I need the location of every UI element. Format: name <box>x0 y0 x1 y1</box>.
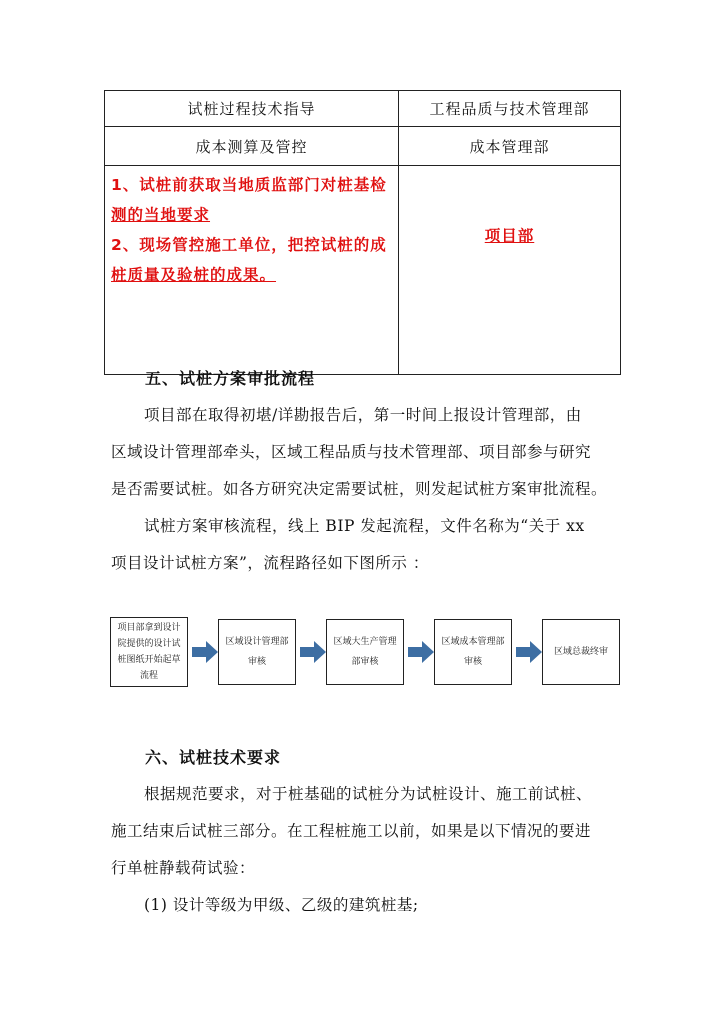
section-5-paragraph-1 <box>111 397 616 508</box>
flow-step-3: 区域大生产管理部审核 <box>326 619 404 685</box>
table-cell-dept: 成本管理部 <box>399 127 621 166</box>
flow-step-1: 项目部拿到设计院提供的设计试桩图纸开始起草流程 <box>110 617 188 687</box>
para-line: 根据规范要求，对于桩基础的试桩分为试桩设计、施工前试桩、 <box>144 785 593 803</box>
table-cell-task: 成本测算及管控 <box>105 127 399 166</box>
arrow-right-icon <box>408 641 434 663</box>
section-5-heading: 五、试桩方案审批流程 <box>145 369 316 388</box>
arrow-right-icon <box>192 641 218 663</box>
para-line: 项目设计试桩方案”，流程路径如下图所示 ： <box>111 554 429 572</box>
flow-step-4: 区域成本管理部审核 <box>434 619 512 685</box>
para-line: (1) 设计等级为甲级、乙级的建筑桩基; <box>144 896 419 914</box>
flow-step-5: 区域总裁终审 <box>542 619 620 685</box>
red-item-1-line1: 1、试桩前获取当地质监部门对桩基检 <box>111 176 387 194</box>
section-6-item-1 <box>111 887 616 924</box>
section-6-paragraph-1 <box>111 776 616 887</box>
section-5-paragraph-2 <box>111 508 616 582</box>
para-line: 项目部在取得初堪/详勘报告后，第一时间上报设计管理部，由 <box>144 406 582 424</box>
table-cell-task: 试桩过程技术指导 <box>105 91 399 127</box>
flow-step-2: 区域设计管理部审核 <box>218 619 296 685</box>
red-item-1-line2: 测的当地要求 <box>111 206 211 224</box>
para-line: 是否需要试桩。如各方研究决定需要试桩，则发起试桩方案审批流程。 <box>111 480 608 498</box>
para-line: 行单桩静载荷试验： <box>111 859 256 877</box>
table-cell-red-tasks <box>105 166 399 375</box>
table-row <box>105 127 621 166</box>
section-6-heading: 六、试桩技术要求 <box>145 748 282 767</box>
red-item-2-line2: 桩质量及验桩的成果。 <box>111 266 277 284</box>
para-line: 施工结束后试桩三部分。在工程桩施工以前，如果是以下情况的要进 <box>111 822 592 840</box>
arrow-right-icon <box>300 641 326 663</box>
responsibility-table <box>104 90 621 375</box>
para-line: 试桩方案审核流程，线上 BIP 发起流程，文件名称为“关于 xx <box>144 517 585 535</box>
approval-flow-diagram <box>110 619 620 689</box>
red-item-2-line1: 2、现场管控施工单位，把控试桩的成 <box>111 236 387 254</box>
para-line: 区域设计管理部牵头，区域工程品质与技术管理部、项目部参与研究 <box>111 443 592 461</box>
table-row <box>105 91 621 127</box>
table-cell-dept: 工程品质与技术管理部 <box>399 91 621 127</box>
arrow-right-icon <box>516 641 542 663</box>
table-cell-dept <box>399 166 621 375</box>
red-dept-label: 项目部 <box>484 227 535 245</box>
table-row <box>105 166 621 375</box>
